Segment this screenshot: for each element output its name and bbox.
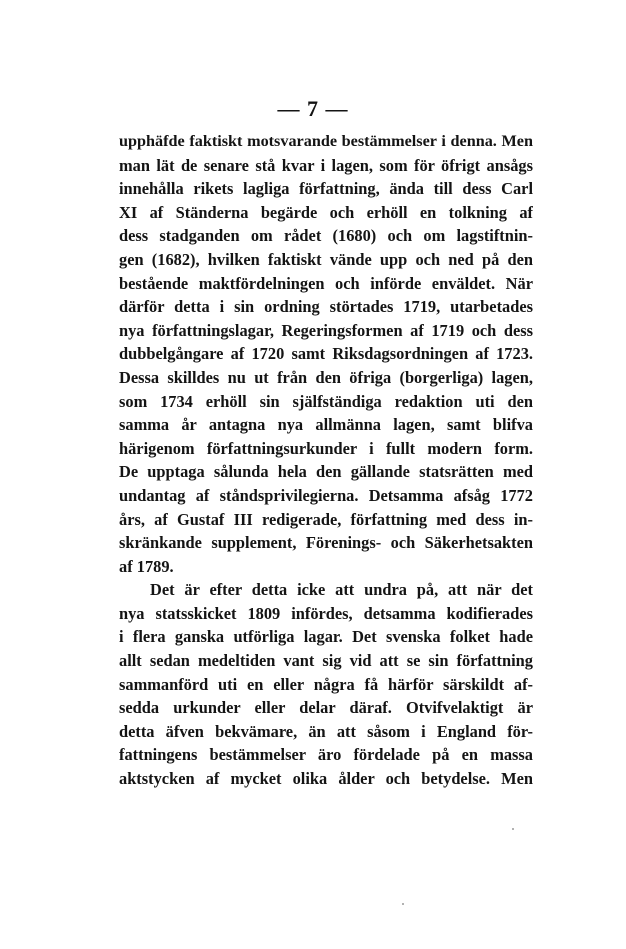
text-line: i flera ganska utförliga lagar. Det svenska folket hade: [119, 627, 533, 647]
paragraph-end-line: af 1789.: [119, 556, 174, 576]
text-line: gen (1682), hvilken faktiskt vände upp och ned på den: [119, 249, 533, 269]
text-line: undantag af ståndsprivilegierna. Detsamma afsåg 1772: [119, 485, 533, 505]
body-text: [119, 130, 533, 791]
paper-speck: [512, 828, 514, 830]
text-line: sammanförd uti en eller några få härför särskildt af-: [119, 674, 533, 694]
text-line: dubbelgångare af 1720 samt Riksdagsordningen af 1723.: [119, 344, 533, 364]
text-line: aktstycken af mycket olika ålder och betydelse. Men: [119, 769, 533, 789]
text-line: allt sedan medeltiden vant sig vid att se sin författning: [119, 651, 533, 671]
text-line: Dessa skilldes nu ut från den öfriga (borgerliga) lagen,: [119, 367, 533, 387]
text-line: man lät de senare stå kvar i lagen, som för öfrigt ansågs: [119, 155, 533, 175]
text-line: sedda urkunder eller delar däraf. Otvifvelaktigt är: [119, 698, 533, 718]
paper-speck: [402, 903, 404, 905]
text-line: fattningens bestämmelser äro fördelade på en massa: [119, 745, 533, 765]
text-line: innehålla rikets lagliga författning, ända till dess Carl: [119, 179, 533, 199]
text-line: nya författningslagar, Regeringsformen af 1719 och dess: [119, 320, 533, 340]
page-number: — 7 —: [277, 96, 349, 121]
text-line: samma år antagna nya allmänna lagen, samt blifva: [119, 415, 533, 435]
text-line: skränkande supplement, Förenings- och Säkerhetsakten: [119, 533, 533, 553]
text-line: detta äfven bekvämare, än att såsom i England för-: [119, 721, 533, 741]
text-line: som 1734 erhöll sin själfständiga redaktion uti den: [119, 391, 533, 411]
text-line: nya statsskicket 1809 infördes, detsamma kodifierades: [119, 603, 533, 623]
text-line: bestående maktfördelningen och införde enväldet. När: [119, 273, 533, 293]
paragraph-start-line: Det är efter detta icke att undra på, att när det: [150, 580, 533, 600]
text-line: XI af Ständerna begärde och erhöll en tolkning af: [119, 202, 533, 222]
text-line: upphäfde faktiskt motsvarande bestämmelser i denna. Men: [119, 132, 533, 150]
text-line: De upptaga sålunda hela den gällande statsrätten med: [119, 462, 533, 482]
text-line: härigenom författningsurkunder i fullt modern form.: [119, 438, 533, 458]
text-line: därför detta i sin ordning störtades 1719, utarbetades: [119, 297, 533, 317]
text-line: dess stadganden om rådet (1680) och om lagstiftnin-: [119, 226, 533, 246]
text-line: års, af Gustaf III redigerade, författning med dess in-: [119, 509, 533, 529]
